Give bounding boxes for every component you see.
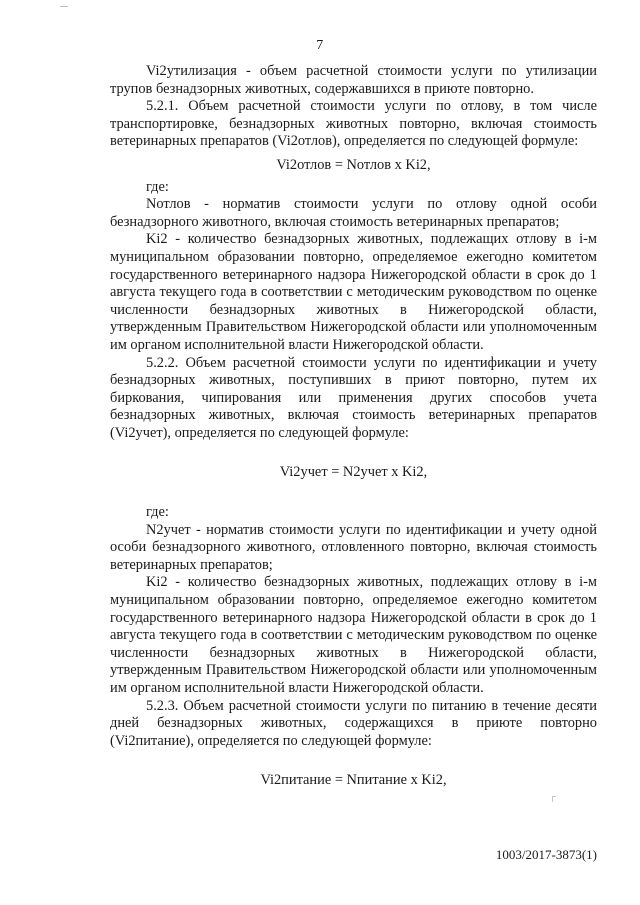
scan-artifact [60, 6, 68, 7]
paragraph-n-otlov: Nотлов - норматив стоимости услуги по отлову одной особи безнадзорного животного, включая стоимость ветеринарных препаратов; [110, 196, 597, 230]
paragraph-5-2-1: 5.2.1. Объем расчетной стоимости услуги по отлову, в том числе транспортировке, безнадзорных животных повторно, включая стоимость ветеринарных препаратов (Vi2отлов), определяется по следующей формуле: [110, 98, 597, 150]
page-number: 7 [316, 38, 324, 53]
where-label: где: [146, 178, 169, 195]
paragraph-vi2-utilization: Vi2утилизация - объем расчетной стоимости услуги по утилизации трупов безнадзорных животных, содержавшихся в приюте повторно. [110, 63, 597, 97]
paragraph-ki2-definition: Ki2 - количество безнадзорных животных, подлежащих отлову в i-м муниципальном образовании повторно, определяемое ежегодно комитетом государственного ветеринарного надзора Нижегородской области в срок до 1 августа текущего года в соответствии с методическим руководством по оценке численности безнадзорных животных в Нижегородской области, утвержденным Правительством Нижегородской области или уполномоченным им органом исполнительной власти Нижегородской области. [110, 574, 597, 696]
where-label: где: [146, 504, 169, 521]
document-registration-code: 1003/2017-3873(1) [495, 847, 597, 862]
paragraph-ki2-definition: Ki2 - количество безнадзорных животных, подлежащих отлову в i-м муниципальном образовании повторно, определяемое ежегодно комитетом государственного ветеринарного надзора Нижегородской области в срок до 1 августа текущего года в соответствии с методическим руководством по оценке численности безнадзорных животных в Нижегородской области, утвержденным Правительством Нижегородской области или уполномоченным им органом исполнительной власти Нижегородской области. [110, 231, 597, 353]
paragraph-5-2-3: 5.2.3. Объем расчетной стоимости услуги по питанию в течение десяти дней безнадзорных животных, содержащихся в приюте повторно (Vi2питание), определяется по следующей формуле: [110, 697, 597, 749]
formula-vi2-pitanie: Vi2питание = Nпитание x Ki2, [260, 772, 447, 789]
paragraph-n2-uchet: N2учет - норматив стоимости услуги по идентификации и учету одной особи безнадзорного животного, отловленного повторно, включая стоимость ветеринарных препаратов; [110, 521, 597, 573]
paragraph-5-2-2: 5.2.2. Объем расчетной стоимости услуги по идентификации и учету безнадзорных животных, поступивших в приют повторно, путем их биркования, чипирования или применения других способов учета безнадзорных животных, включая стоимость ветеринарных препаратов (Vi2учет), определяется по следующей формуле: [110, 354, 597, 441]
formula-vi2-otlov: Vi2отлов = Nотлов x Ki2, [276, 156, 431, 173]
scan-artifact [552, 796, 556, 802]
document-body [110, 63, 597, 794]
formula-vi2-uchet: Vi2учет = N2учет x Ki2, [279, 464, 428, 481]
